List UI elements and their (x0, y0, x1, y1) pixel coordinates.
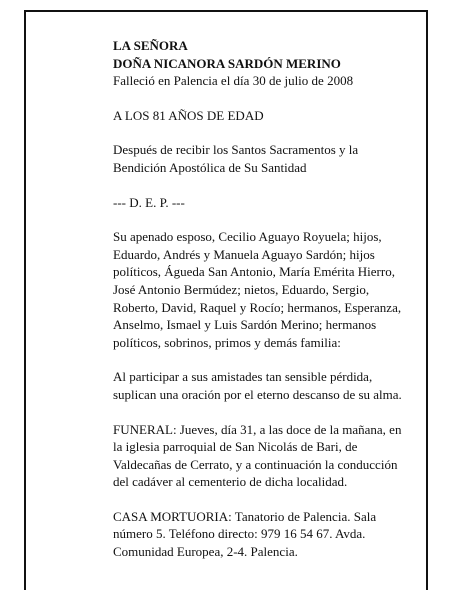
funeral-paragraph: FUNERAL: Jueves, día 31, a las doce de la mañana, en la iglesia parroquial de San Nicolás de Bari, de Valdecañas de Cerrato, y a continuación la conducción del cadáver al cementerio de dicha localidad. (113, 421, 402, 490)
notice-title-line1: LA SEÑORA (113, 38, 188, 53)
obituary-notice (113, 37, 409, 561)
mortuary-paragraph: CASA MORTUORIA: Tanatorio de Palencia. Sala número 5. Teléfono directo: 979 16 54 67. Avda. Comunidad Europea, 2-4. Palencia. (113, 508, 377, 560)
deceased-name: DOÑA NICANORA SARDÓN MERINO (113, 55, 341, 71)
family-paragraph: Su apenado esposo, Cecilio Aguayo Royuela; hijos, Eduardo, Andrés y Manuela Aguayo Sardón; hijos políticos, Águeda San Antonio, María Emérita Hierro, José Antonio Bermúdez; nietos, Eduardo, Sergio, Roberto, David, Raquel y Rocío; hermanos, Esperanza, Anselmo, Ismael y Luis Sardón Merino; hermanos políticos, sobrinos, primos y demás familia: (113, 229, 402, 350)
age-line: A LOS 81 AÑOS DE EDAD (113, 107, 264, 123)
sacraments-paragraph: Después de recibir los Santos Sacramentos y la Bendición Apostólica de Su Santidad (113, 142, 359, 175)
rip-line: --- D. E. P. --- (113, 194, 185, 210)
death-date-place: Falleció en Palencia el día 30 de julio de 2008 (113, 73, 354, 89)
request-paragraph: Al participar a sus amistades tan sensible pérdida, suplican una oración por el eterno descanso de su alma. (113, 369, 402, 402)
